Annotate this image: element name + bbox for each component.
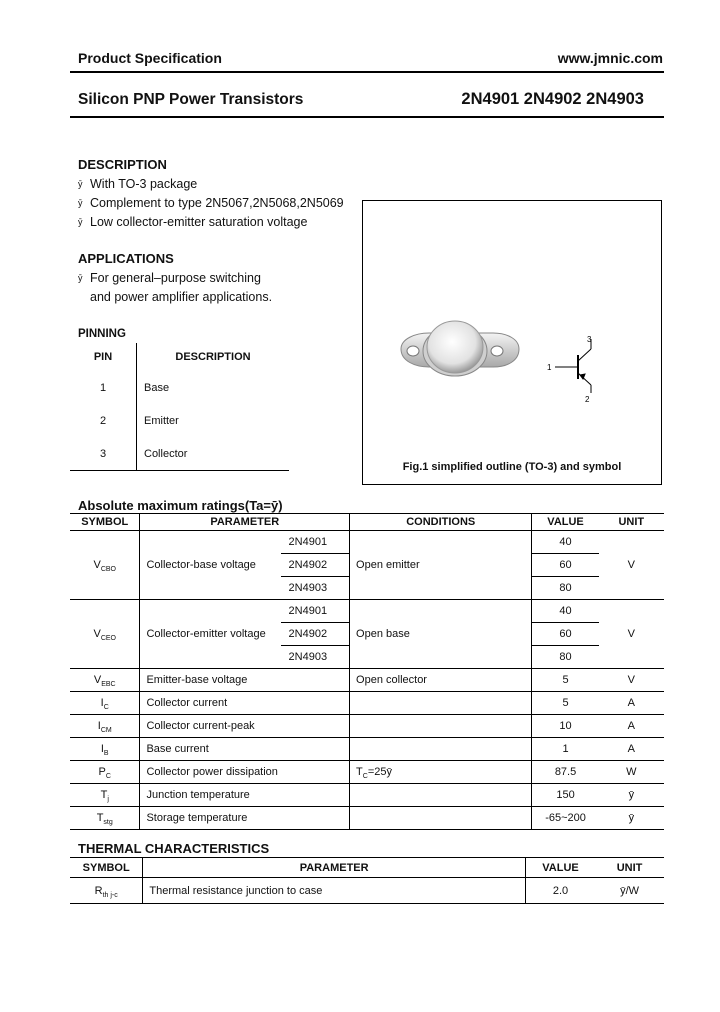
table-row: $V_{CBO}$ Collector-base voltage 2N4901 Open emitter 40 V bbox=[70, 531, 664, 554]
applications-list bbox=[78, 269, 272, 307]
table-header-row: SYMBOL PARAMETER CONDITIONS VALUE UNIT bbox=[70, 514, 664, 531]
absolute-ratings-table bbox=[70, 514, 664, 830]
table-row: $V_{EBC}$ Emitter-base voltage Open collector 5 V bbox=[70, 669, 664, 692]
table-row: 3 Collector bbox=[70, 437, 289, 471]
table-row: $V_{CEO}$ Collector-emitter voltage 2N4901 Open base 40 V bbox=[70, 600, 664, 623]
description-title: DESCRIPTION bbox=[78, 157, 167, 172]
header-rule-bottom bbox=[70, 116, 664, 118]
absolute-ratings-title: Absolute maximum ratings(Ta=ȳ) bbox=[78, 498, 283, 513]
table-row: 2 Emitter bbox=[70, 404, 289, 437]
table-row: 2N4902 60 bbox=[70, 554, 664, 577]
table-row: $I_{CM}$ Collector current-peak 10 A bbox=[70, 715, 664, 738]
bullet-mark: ȳ bbox=[78, 217, 83, 227]
table-row: $T_j$ Junction temperature 150 ȳ bbox=[70, 784, 664, 807]
bullet-mark: ȳ bbox=[78, 273, 83, 283]
table-row: 1 Base bbox=[70, 371, 289, 404]
table-row: $I_B$ Base current 1 A bbox=[70, 738, 664, 761]
table-row: $T_{stg}$ Storage temperature -65~200 ȳ bbox=[70, 807, 664, 830]
table-row: 2N4903 80 bbox=[70, 646, 664, 669]
figure-caption: Fig.1 simplified outline (TO-3) and symbol bbox=[402, 461, 622, 473]
pinning-title: PINNING bbox=[78, 328, 126, 340]
part-numbers: 2N4901 2N4902 2N4903 bbox=[461, 90, 644, 108]
list-item: ȳ Complement to type 2N5067,2N5068,2N5069 bbox=[78, 194, 344, 213]
pnp-transistor-symbol bbox=[555, 339, 591, 393]
product-line-title: Silicon PNP Power Transistors bbox=[78, 91, 304, 108]
pin-header: PIN bbox=[70, 343, 137, 371]
pinning-table bbox=[70, 343, 289, 471]
description-list bbox=[78, 175, 344, 232]
pin-label-1: 1 bbox=[547, 363, 552, 372]
table-row: $R_{th j-c}$ Thermal resistance junction to case 2.0 ȳ/W bbox=[70, 878, 664, 904]
table-row: $I_C$ Collector current 5 A bbox=[70, 692, 664, 715]
thermal-title: THERMAL CHARACTERISTICS bbox=[78, 841, 270, 856]
figure-box bbox=[362, 200, 662, 485]
to3-package-and-symbol bbox=[363, 201, 661, 484]
list-item: ȳ Low collector-emitter saturation voltage bbox=[78, 213, 344, 232]
list-item: ȳ For general–purpose switching bbox=[78, 269, 272, 288]
table-row: 2N4902 60 bbox=[70, 623, 664, 646]
table-header-row: SYMBOL PARAMETER VALUE UNIT bbox=[70, 858, 664, 878]
bullet-mark: ȳ bbox=[78, 179, 83, 189]
pin-label-2: 2 bbox=[585, 395, 590, 404]
applications-title: APPLICATIONS bbox=[78, 251, 174, 266]
thermal-table bbox=[70, 858, 664, 904]
list-item: ȳ With TO-3 package bbox=[78, 175, 344, 194]
table-row: 2N4903 80 bbox=[70, 577, 664, 600]
pin-description-header: DESCRIPTION bbox=[175, 351, 251, 363]
pin-label-3: 3 bbox=[587, 335, 592, 344]
to3-package-image bbox=[401, 321, 519, 376]
header-rule-top bbox=[70, 71, 664, 73]
header-left: Product Specification bbox=[78, 50, 222, 66]
table-row: $P_C$ Collector power dissipation $T_C=25ȳ$ 87.5 W bbox=[70, 761, 664, 784]
header-url: www.jmnic.com bbox=[557, 50, 663, 66]
list-item-continuation: and power amplifier applications. bbox=[90, 290, 273, 304]
bullet-mark: ȳ bbox=[78, 198, 83, 208]
